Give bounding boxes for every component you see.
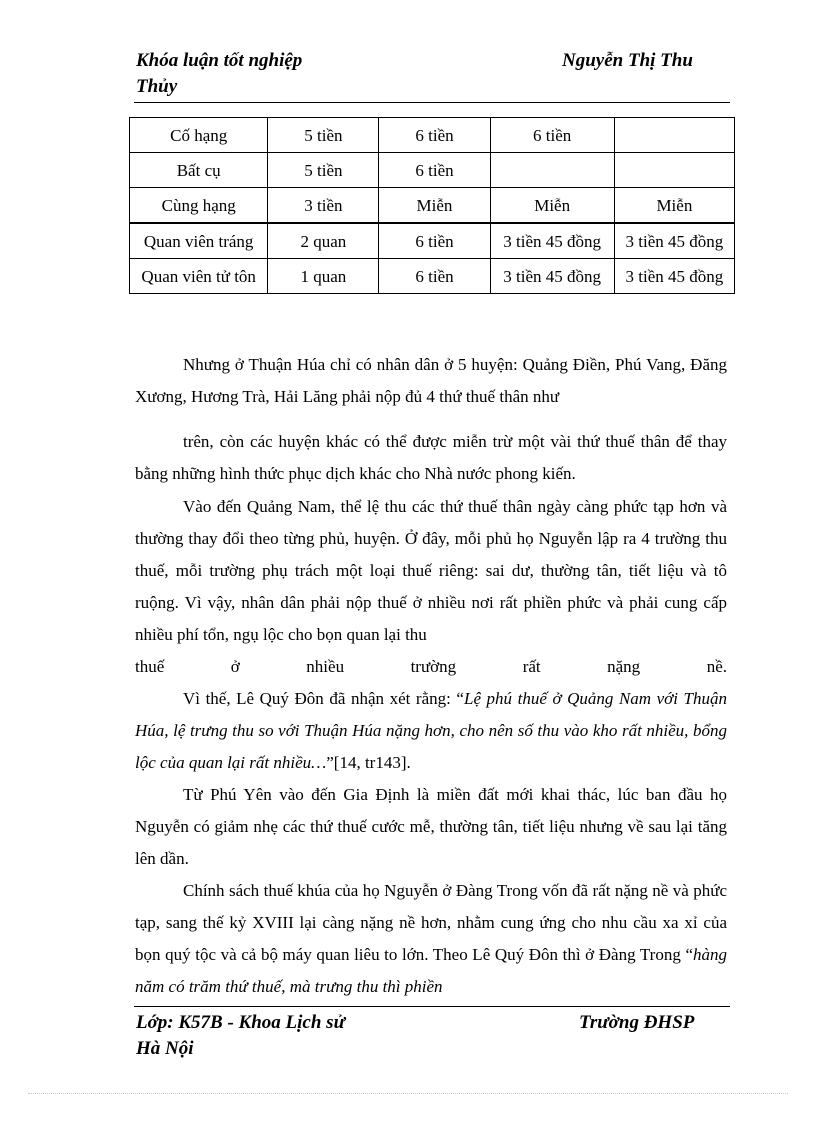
footer-city: Hà Nội [136, 1038, 194, 1059]
paragraph-2-block [135, 426, 727, 490]
footer-rule [134, 1006, 730, 1007]
table-cell: 3 tiền 45 đồng [490, 223, 614, 259]
table-cell: 6 tiền [379, 259, 490, 294]
table-cell: 6 tiền [490, 118, 614, 153]
table-cell: 6 tiền [379, 223, 490, 259]
header-title-cont: Thủy [136, 76, 178, 97]
table-cell: 1 quan [268, 259, 379, 294]
table-cell [614, 118, 734, 153]
tax-table [129, 117, 735, 294]
table-cell: Quan viên tử tôn [130, 259, 268, 294]
header-title: Khóa luận tốt nghiệp [136, 50, 303, 71]
quote-text: hàng năm có trăm thứ thuế, mà trưng thu thì phiền [135, 945, 727, 996]
main-text-block [135, 491, 727, 1003]
table-cell: 3 tiền 45 đồng [614, 223, 734, 259]
header-author: Nguyễn Thị Thu [562, 50, 693, 71]
table-row [130, 188, 735, 224]
paragraph: Từ Phú Yên vào đến Gia Định là miền đất mới khai thác, lúc ban đầu họ Nguyễn có giảm nhẹ các thứ thuế cước mễ, thường tân, tiết liệu nhưng về sau lại tăng lên dần. [135, 785, 727, 868]
table-cell: 2 quan [268, 223, 379, 259]
footer-school: Trường ĐHSP [579, 1012, 695, 1033]
table-cell: 6 tiền [379, 118, 490, 153]
table-cell: Miễn [490, 188, 614, 224]
paragraph-1-block [135, 349, 727, 413]
quote-citation: ”[14, tr143]. [326, 753, 411, 772]
table-cell: Cố hạng [130, 118, 268, 153]
table-cell: 5 tiền [268, 153, 379, 188]
paragraph: trên, còn các huyện khác có thể được miễn trừ một vài thứ thuế thân để thay bằng những hình thức phục dịch khác cho Nhà nước phong kiến. [135, 432, 727, 483]
table-cell: Cùng hạng [130, 188, 268, 224]
paragraph-quote [135, 875, 727, 1003]
table-row [130, 118, 735, 153]
table-cell: Miễn [379, 188, 490, 224]
paragraph: Vào đến Quảng Nam, thể lệ thu các thứ thuế thân ngày càng phức tạp hơn và thường thay đổi theo từng phủ, huyện. Ở đây, mỗi phủ họ Nguyễn lập ra 4 trường thu thuế, mỗi trường phụ trách một loại thuế riêng: sai dư, thường tân, tiết liệu và tô ruộng. Vì vậy, nhân dân phải nộp thuế ở nhiều nơi rất phiền phức và phải cung cấp nhiều phí tổn, ngụ lộc cho bọn quan lại thu [135, 497, 727, 644]
table-row [130, 153, 735, 188]
table-row [130, 223, 735, 259]
paragraph-justified-line: thuế ở nhiều trường rất nặng nề. [135, 657, 727, 676]
header-rule [134, 102, 730, 103]
table-cell: Quan viên tráng [130, 223, 268, 259]
table-cell: 6 tiền [379, 153, 490, 188]
quote-lead: Chính sách thuế khúa của họ Nguyễn ở Đàng Trong vốn đã rất nặng nề và phức tạp, sang thế kỷ XVIII lại càng nặng nề hơn, nhằm cung ứng cho nhu cầu xa xỉ của bọn quý tộc và cả bộ máy quan liêu to lớn. Theo Lê Quý Đôn thì ở Đàng Trong “ [135, 881, 727, 964]
table-cell: 3 tiền 45 đồng [490, 259, 614, 294]
paragraph-quote [135, 683, 727, 779]
table-cell [614, 153, 734, 188]
table-row [130, 259, 735, 294]
table-cell: 5 tiền [268, 118, 379, 153]
quote-lead: Vì thế, Lê Quý Đôn đã nhận xét rằng: “ [183, 689, 464, 708]
table-cell: 3 tiền [268, 188, 379, 224]
table-cell: Bất cụ [130, 153, 268, 188]
table-cell: 3 tiền 45 đồng [614, 259, 734, 294]
quote-text: Lệ phú thuế ở Quảng Nam với Thuận Húa, lệ trưng thu so với Thuận Húa nặng hơn, cho nên số thu vào kho rất nhiều, bổng lộc của quan lại rất nhiều… [135, 689, 728, 772]
table-cell [490, 153, 614, 188]
page-edge-divider [28, 1093, 788, 1094]
paragraph: Nhưng ở Thuận Húa chỉ có nhân dân ở 5 huyện: Quảng Điền, Phú Vang, Đăng Xương, Hương Trà, Hải Lăng phải nộp đủ 4 thứ thuế thân như [135, 355, 727, 406]
footer-class: Lớp: K57B - Khoa Lịch sử [136, 1012, 345, 1033]
table-cell: Miễn [614, 188, 734, 224]
